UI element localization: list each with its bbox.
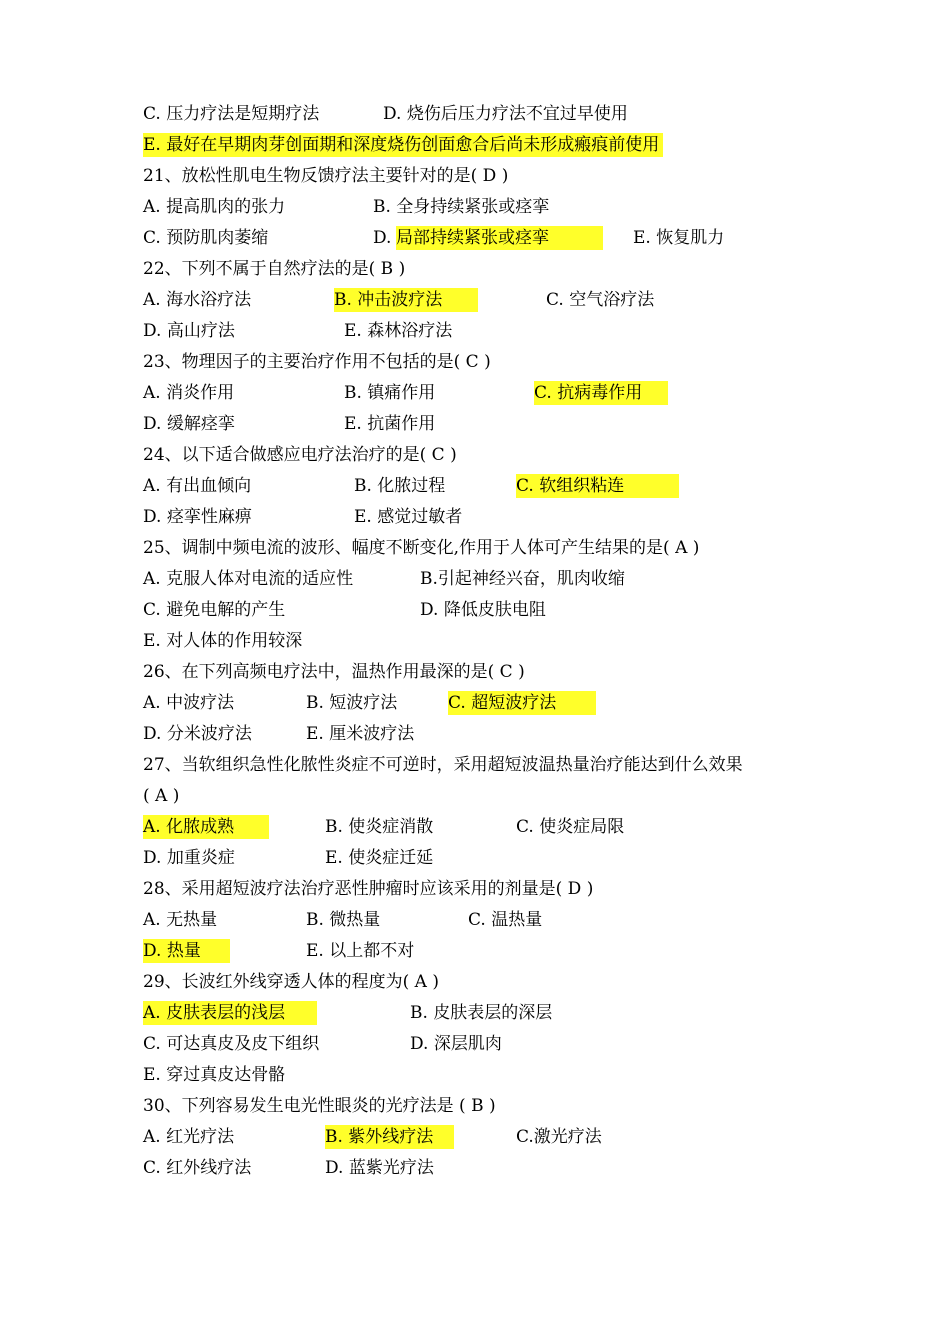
option-d: D. 缓解痉挛 xyxy=(143,414,235,434)
option-e: E. 对人体的作用较深 xyxy=(143,631,303,651)
option-b: B. 化脓过程 xyxy=(354,476,446,496)
option-e: E. 抗菌作用 xyxy=(344,414,436,434)
option-d: D. 深层肌肉 xyxy=(410,1034,502,1054)
option-a: A. 无热量 xyxy=(143,910,218,930)
option-e: E. 以上都不对 xyxy=(306,941,415,961)
highlighted-option-c: C. 超短波疗法 xyxy=(448,691,596,715)
highlighted-option-c: C. 软组织粘连 xyxy=(516,474,679,498)
option-e: E. 森林浴疗法 xyxy=(344,321,453,341)
option-d: D. 高山疗法 xyxy=(143,321,235,341)
highlighted-option-a: A. 皮肤表层的浅层 xyxy=(143,1001,317,1025)
option-a: A. 海水浴疗法 xyxy=(143,290,252,310)
option-c: C.激光疗法 xyxy=(516,1127,602,1147)
question-text: 24、以下适合做感应电疗法治疗的是( C ) xyxy=(143,445,457,465)
answer-bracket: ( A ) xyxy=(143,786,180,806)
question-text: 23、物理因子的主要治疗作用不包括的是( C ) xyxy=(143,352,491,372)
highlighted-option-d: D. 热量 xyxy=(143,939,230,963)
question-text: 29、长波红外线穿透人体的程度为( A ) xyxy=(143,972,439,992)
highlighted-option-b: B. 紫外线疗法 xyxy=(325,1125,454,1149)
highlighted-option-d: 局部持续紧张或痉挛 xyxy=(396,226,603,250)
option-c: C. 压力疗法是短期疗法 xyxy=(143,104,320,124)
option-d: D. 蓝紫光疗法 xyxy=(325,1158,434,1178)
option-e: E. 厘米波疗法 xyxy=(306,724,415,744)
option-b: B. 全身持续紧张或痉挛 xyxy=(373,197,550,217)
option-d: D. 烧伤后压力疗法不宜过早使用 xyxy=(383,104,628,124)
option-c: C. 使炎症局限 xyxy=(516,817,625,837)
option-b: B. 皮肤表层的深层 xyxy=(410,1003,553,1023)
question-text: 30、下列容易发生电光性眼炎的光疗法是 ( B ) xyxy=(143,1096,496,1116)
option-b: B.引起神经兴奋，肌肉收缩 xyxy=(420,569,625,589)
option-b: B. 短波疗法 xyxy=(306,693,398,713)
option-a: A. 有出血倾向 xyxy=(143,476,252,496)
question-text: 26、在下列高频电疗法中，温热作用最深的是( C ) xyxy=(143,662,525,682)
option-a: A. 消炎作用 xyxy=(143,383,235,403)
option-d-letter: D. xyxy=(373,228,392,248)
highlighted-option-e: E. 最好在早期肉芽创面期和深度烧伤创面愈合后尚未形成瘢痕前使用 xyxy=(143,133,663,157)
question-text: 25、调制中频电流的波形、幅度不断变化,作用于人体可产生结果的是( A ) xyxy=(143,538,700,558)
option-a: A. 克服人体对电流的适应性 xyxy=(143,569,354,589)
option-c: C. 红外线疗法 xyxy=(143,1158,252,1178)
question-text: 28、采用超短波疗法治疗恶性肿瘤时应该采用的剂量是( D ) xyxy=(143,879,594,899)
option-d: D. 加重炎症 xyxy=(143,848,235,868)
option-d: D. 痉挛性麻痹 xyxy=(143,507,252,527)
option-b: B. 微热量 xyxy=(306,910,381,930)
option-e: E. 穿过真皮达骨骼 xyxy=(143,1065,286,1085)
option-a: A. 中波疗法 xyxy=(143,693,235,713)
option-c: C. 温热量 xyxy=(468,910,543,930)
option-c: C. 空气浴疗法 xyxy=(546,290,655,310)
highlighted-option-c: C. 抗病毒作用 xyxy=(534,381,668,405)
option-b: B. 使炎症消散 xyxy=(325,817,434,837)
highlighted-option-b: B. 冲击波疗法 xyxy=(334,288,478,312)
option-e: E. 使炎症迁延 xyxy=(325,848,434,868)
highlighted-option-a: A. 化脓成熟 xyxy=(143,815,269,839)
option-b: B. 镇痛作用 xyxy=(344,383,436,403)
option-e: E. 感觉过敏者 xyxy=(354,507,463,527)
option-c: C. 预防肌肉萎缩 xyxy=(143,228,269,248)
option-d: D. 降低皮肤电阻 xyxy=(420,600,546,620)
option-a: A. 提高肌肉的张力 xyxy=(143,197,286,217)
option-d: D. 分米波疗法 xyxy=(143,724,252,744)
option-c: C. 可达真皮及皮下组织 xyxy=(143,1034,320,1054)
question-text: 22、下列不属于自然疗法的是( B ) xyxy=(143,259,406,279)
option-e: E. 恢复肌力 xyxy=(633,228,725,248)
option-c: C. 避免电解的产生 xyxy=(143,600,286,620)
question-text: 21、放松性肌电生物反馈疗法主要针对的是( D ) xyxy=(143,166,509,186)
option-a: A. 红光疗法 xyxy=(143,1127,235,1147)
question-text: 27、当软组织急性化脓性炎症不可逆时，采用超短波温热量治疗能达到什么效果 xyxy=(143,755,743,775)
